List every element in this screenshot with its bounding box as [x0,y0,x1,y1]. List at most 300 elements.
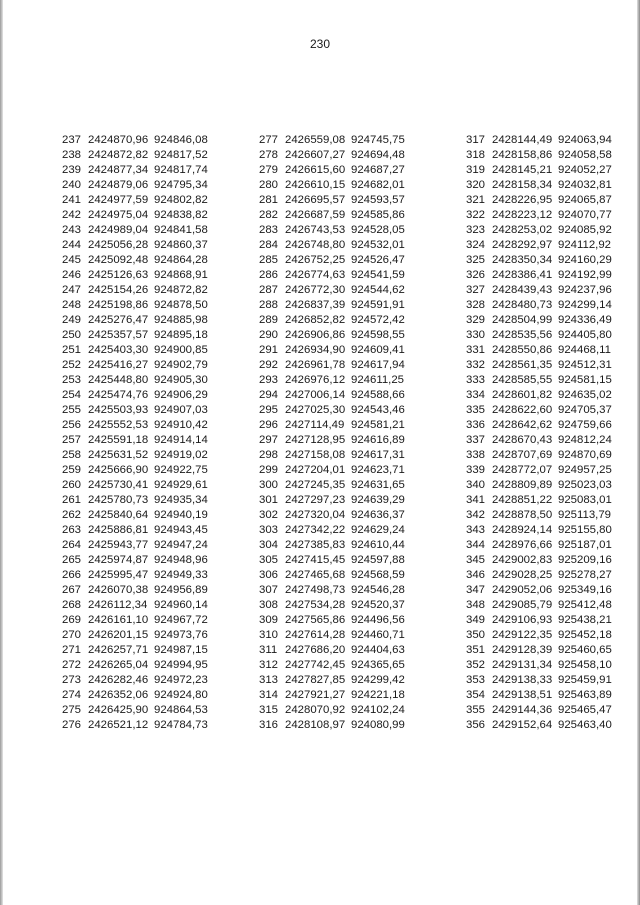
coordinate-row [466,283,624,298]
coordinate-row [259,538,417,553]
coordinate-y: 924973,76 [154,629,208,641]
point-number: 294 [259,389,279,401]
point-number: 292 [259,359,279,371]
coordinate-row [259,133,417,148]
coordinate-row [259,643,417,658]
coordinate-y: 924967,72 [154,614,208,626]
coordinate-x: 2424872,82 [88,149,149,161]
point-number: 256 [62,419,82,431]
coordinate-x: 2426112,34 [88,599,148,611]
coordinate-row [259,628,417,643]
coordinate-row [466,358,624,373]
point-number: 237 [62,134,82,146]
coordinate-x: 2426559,08 [285,134,346,146]
coordinate-row [259,568,417,583]
coordinate-y: 925438,21 [558,614,612,626]
coordinate-row [466,433,624,448]
coordinate-y: 924365,65 [351,659,405,671]
coordinate-row [259,658,417,673]
coordinate-y: 924900,85 [154,344,208,356]
point-number: 274 [62,689,82,701]
coordinate-row [62,178,220,193]
point-number: 327 [466,284,486,296]
point-number: 272 [62,659,82,671]
coordinate-x: 2427204,01 [285,464,346,476]
coordinate-x: 2429028,25 [492,569,553,581]
point-number: 264 [62,539,82,551]
coordinate-x: 2426610,15 [285,179,346,191]
coordinate-y: 924994,95 [154,659,208,671]
coordinate-row [466,583,624,598]
point-number: 345 [466,554,486,566]
point-number: 257 [62,434,82,446]
coordinate-y: 924636,37 [351,509,405,521]
coordinate-x: 2427006,14 [285,389,346,401]
coordinate-x: 2427614,28 [285,629,346,641]
coordinate-row [259,553,417,568]
point-number: 338 [466,449,486,461]
coordinate-row [62,463,220,478]
point-number: 290 [259,329,279,341]
point-number: 339 [466,464,486,476]
coordinate-x: 2428535,56 [492,329,553,341]
coordinate-row [62,628,220,643]
coordinate-x: 2427686,20 [285,644,346,656]
coordinate-y: 925459,91 [558,674,612,686]
coordinate-y: 924817,52 [154,149,208,161]
coordinate-x: 2427245,35 [285,479,346,491]
coordinate-y: 924526,47 [351,254,405,266]
coordinate-y: 924063,94 [558,134,612,146]
point-number: 335 [466,404,486,416]
coordinate-row [62,298,220,313]
coordinate-x: 2427742,45 [285,659,346,671]
coordinate-x: 2428878,50 [492,509,553,521]
coordinate-row [466,538,624,553]
coordinate-row [466,403,624,418]
point-number: 303 [259,524,279,536]
point-number: 325 [466,254,486,266]
coordinate-y: 924929,61 [154,479,208,491]
coordinate-row [466,418,624,433]
coordinate-x: 2429002,83 [492,554,553,566]
coordinate-row [259,583,417,598]
coordinate-x: 2429106,93 [492,614,553,626]
coordinate-x: 2424977,59 [88,194,149,206]
coordinate-y: 924629,24 [351,524,405,536]
point-number: 332 [466,359,486,371]
point-number: 244 [62,239,82,251]
coordinate-y: 924581,15 [558,374,612,386]
coordinate-row [259,523,417,538]
scan-edge-left [0,0,3,905]
point-number: 353 [466,674,486,686]
coordinate-x: 2428622,60 [492,404,553,416]
coordinate-row [259,313,417,328]
coordinate-y: 925463,89 [558,689,612,701]
point-number: 255 [62,404,82,416]
coordinate-y: 924868,91 [154,269,208,281]
point-number: 262 [62,509,82,521]
coordinate-y: 924532,01 [351,239,405,251]
coordinate-row [466,448,624,463]
coordinate-x: 2427534,28 [285,599,346,611]
point-number: 337 [466,434,486,446]
coordinate-y: 924947,24 [154,539,208,551]
point-number: 354 [466,689,486,701]
coordinate-y: 924102,24 [351,704,405,716]
coordinate-x: 2425995,47 [88,569,149,581]
coordinate-x: 2425198,86 [88,299,149,311]
coordinate-row [259,358,417,373]
coordinate-x: 2429128,39 [492,644,553,656]
coordinate-column-2 [259,133,417,733]
point-number: 350 [466,629,486,641]
coordinate-x: 2428772,07 [492,464,553,476]
point-number: 296 [259,419,279,431]
point-number: 341 [466,494,486,506]
point-number: 261 [62,494,82,506]
coordinate-x: 2425403,30 [88,344,149,356]
coordinate-row [466,718,624,733]
coordinate-row [466,523,624,538]
coordinate-row [259,508,417,523]
point-number: 287 [259,284,279,296]
coordinate-y: 924922,75 [154,464,208,476]
coordinate-row [62,613,220,628]
coordinate-row [466,208,624,223]
coordinate-x: 2426976,12 [285,374,346,386]
coordinate-y: 925083,01 [558,494,612,506]
point-number: 315 [259,704,279,716]
coordinate-row [62,268,220,283]
coordinate-row [259,673,417,688]
coordinate-row [466,628,624,643]
coordinate-row [466,148,624,163]
coordinate-row [259,238,417,253]
coordinate-y: 924943,45 [154,524,208,536]
coordinate-x: 2425886,81 [88,524,149,536]
coordinate-x: 2429085,79 [492,599,553,611]
coordinate-row [259,418,417,433]
point-number: 329 [466,314,486,326]
coordinate-y: 924940,19 [154,509,208,521]
point-number: 324 [466,239,486,251]
coordinate-y: 924948,96 [154,554,208,566]
coordinate-row [466,178,624,193]
coordinate-row [259,283,417,298]
coordinate-x: 2429138,51 [492,689,553,701]
point-number: 305 [259,554,279,566]
point-number: 301 [259,494,279,506]
coordinate-x: 2425666,90 [88,464,149,476]
coordinate-row [62,643,220,658]
coordinate-y: 924631,65 [351,479,405,491]
coordinate-x: 2426521,12 [88,719,149,731]
coordinate-x: 2424975,04 [88,209,149,221]
coordinate-y: 924572,42 [351,314,405,326]
coordinate-row [62,328,220,343]
coordinate-row [62,553,220,568]
coordinate-x: 2427921,27 [285,689,346,701]
point-number: 245 [62,254,82,266]
coordinate-y: 924588,66 [351,389,405,401]
coordinate-y: 924902,79 [154,359,208,371]
coordinate-x: 2426906,86 [285,329,346,341]
coordinate-y: 924841,58 [154,224,208,236]
point-number: 317 [466,134,486,146]
coordinate-x: 2425591,18 [88,434,149,446]
point-number: 250 [62,329,82,341]
coordinate-x: 2428561,35 [492,359,553,371]
point-number: 322 [466,209,486,221]
coordinate-y: 925460,65 [558,644,612,656]
coordinate-row [466,478,624,493]
coordinate-y: 924919,02 [154,449,208,461]
point-number: 336 [466,419,486,431]
coordinate-x: 2428145,21 [492,164,553,176]
point-number: 291 [259,344,279,356]
coordinate-y: 925463,40 [558,719,612,731]
coordinate-row [466,568,624,583]
coordinate-column-1 [62,133,220,733]
point-number: 284 [259,239,279,251]
coordinate-x: 2425503,93 [88,404,149,416]
coordinate-y: 924635,02 [558,389,612,401]
point-number: 298 [259,449,279,461]
coordinate-x: 2425552,53 [88,419,149,431]
coordinate-x: 2425092,48 [88,254,149,266]
coordinate-x: 2428158,86 [492,149,553,161]
coordinate-row [466,688,624,703]
coordinate-x: 2428504,99 [492,314,553,326]
coordinate-x: 2425631,52 [88,449,149,461]
coordinate-row [62,253,220,268]
coordinate-x: 2428670,43 [492,434,553,446]
coordinate-row [259,328,417,343]
coordinate-x: 2425974,87 [88,554,149,566]
coordinate-y: 924520,37 [351,599,405,611]
coordinate-y: 924870,69 [558,449,612,461]
coordinate-y: 924812,24 [558,434,612,446]
coordinate-y: 924957,25 [558,464,612,476]
coordinate-row [62,373,220,388]
point-number: 343 [466,524,486,536]
point-number: 238 [62,149,82,161]
coordinate-x: 2426607,27 [285,149,346,161]
coordinate-y: 925155,80 [558,524,612,536]
coordinate-x: 2427342,22 [285,524,346,536]
coordinate-y: 924085,92 [558,224,612,236]
point-number: 346 [466,569,486,581]
point-number: 251 [62,344,82,356]
coordinate-row [466,163,624,178]
point-number: 334 [466,389,486,401]
coordinate-x: 2426687,59 [285,209,346,221]
coordinate-row [62,673,220,688]
coordinate-x: 2425056,28 [88,239,149,251]
coordinate-y: 924080,99 [351,719,405,731]
coordinate-y: 924694,48 [351,149,405,161]
coordinate-x: 2429152,64 [492,719,553,731]
point-number: 258 [62,449,82,461]
coordinate-y: 925349,16 [558,584,612,596]
coordinate-row [259,613,417,628]
coordinate-x: 2426743,53 [285,224,346,236]
coordinate-x: 2428585,55 [492,374,553,386]
point-number: 267 [62,584,82,596]
point-number: 307 [259,584,279,596]
coordinate-x: 2426161,10 [88,614,149,626]
coordinate-x: 2424870,96 [88,134,149,146]
coordinate-row [259,433,417,448]
coordinate-row [466,238,624,253]
coordinate-row [259,448,417,463]
coordinate-row [259,463,417,478]
coordinate-row [466,493,624,508]
coordinate-x: 2425126,63 [88,269,149,281]
coordinate-row [62,403,220,418]
coordinate-y: 924546,28 [351,584,405,596]
coordinate-y: 924058,58 [558,149,612,161]
coordinate-x: 2424879,06 [88,179,149,191]
coordinate-y: 924299,42 [351,674,405,686]
coordinate-x: 2428550,86 [492,344,553,356]
coordinate-y: 924568,59 [351,569,405,581]
coordinate-x: 2426748,80 [285,239,346,251]
coordinate-row [466,328,624,343]
coordinate-y: 924237,96 [558,284,612,296]
coordinate-x: 2428226,95 [492,194,553,206]
coordinate-row [466,658,624,673]
coordinate-row [259,688,417,703]
coordinate-row [259,403,417,418]
point-number: 288 [259,299,279,311]
point-number: 269 [62,614,82,626]
coordinate-row [62,148,220,163]
coordinate-y: 924581,21 [351,419,405,431]
point-number: 253 [62,374,82,386]
coordinate-y: 925209,16 [558,554,612,566]
point-number: 314 [259,689,279,701]
coordinate-y: 924496,56 [351,614,405,626]
point-number: 306 [259,569,279,581]
coordinate-row [259,373,417,388]
coordinate-x: 2428924,14 [492,524,553,536]
coordinate-row [466,553,624,568]
coordinate-y: 924745,75 [351,134,405,146]
coordinate-x: 2426774,63 [285,269,346,281]
coordinate-y: 924623,71 [351,464,405,476]
coordinate-x: 2427498,73 [285,584,346,596]
coordinate-y: 924593,57 [351,194,405,206]
coordinate-y: 924192,99 [558,269,612,281]
point-number: 300 [259,479,279,491]
coordinate-x: 2425416,27 [88,359,149,371]
coordinate-y: 924907,03 [154,404,208,416]
coordinate-y: 924987,15 [154,644,208,656]
coordinate-x: 2427415,45 [285,554,346,566]
coordinate-y: 924956,89 [154,584,208,596]
coordinate-y: 924617,94 [351,359,405,371]
coordinate-x: 2426852,82 [285,314,346,326]
point-number: 275 [62,704,82,716]
coordinate-y: 924906,29 [154,389,208,401]
coordinate-x: 2426265,04 [88,659,149,671]
coordinate-row [62,448,220,463]
coordinate-row [466,313,624,328]
coordinate-x: 2427114,49 [285,419,345,431]
coordinate-x: 2426961,78 [285,359,346,371]
coordinate-y: 924972,23 [154,674,208,686]
point-number: 318 [466,149,486,161]
coordinate-y: 925187,01 [558,539,612,551]
point-number: 348 [466,599,486,611]
coordinate-x: 2425474,76 [88,389,149,401]
point-number: 352 [466,659,486,671]
point-number: 282 [259,209,279,221]
coordinate-x: 2427297,23 [285,494,346,506]
coordinate-y: 924544,62 [351,284,405,296]
coordinate-y: 924960,14 [154,599,208,611]
point-number: 321 [466,194,486,206]
coordinate-y: 924591,91 [351,299,405,311]
point-number: 323 [466,224,486,236]
coordinate-row [62,583,220,598]
coordinate-y: 924541,59 [351,269,405,281]
point-number: 289 [259,314,279,326]
coordinate-row [259,718,417,733]
coordinate-row [259,268,417,283]
coordinate-x: 2425448,80 [88,374,149,386]
coordinate-y: 924221,18 [351,689,405,701]
coordinate-row [466,703,624,718]
point-number: 293 [259,374,279,386]
point-number: 340 [466,479,486,491]
coordinate-y: 924032,81 [558,179,612,191]
coordinate-y: 924468,11 [558,344,611,356]
point-number: 333 [466,374,486,386]
coordinate-row [466,133,624,148]
coordinate-y: 924705,37 [558,404,612,416]
coordinate-row [62,703,220,718]
coordinate-y: 924585,86 [351,209,405,221]
coordinate-row [62,718,220,733]
coordinate-x: 2425943,77 [88,539,149,551]
coordinate-row [466,388,624,403]
point-number: 270 [62,629,82,641]
point-number: 311 [259,644,278,656]
coordinate-x: 2428223,12 [492,209,553,221]
coordinate-row [62,238,220,253]
coordinate-y: 924543,46 [351,404,405,416]
point-number: 330 [466,329,486,341]
coordinate-y: 924610,44 [351,539,405,551]
point-number: 276 [62,719,82,731]
coordinate-y: 925023,03 [558,479,612,491]
coordinate-row [62,598,220,613]
coordinate-x: 2428601,82 [492,389,553,401]
coordinate-x: 2428350,34 [492,254,553,266]
coordinate-row [466,343,624,358]
coordinate-row [259,163,417,178]
coordinate-row [466,643,624,658]
coordinate-x: 2427465,68 [285,569,346,581]
coordinate-y: 925452,18 [558,629,612,641]
coordinate-x: 2428158,34 [492,179,553,191]
point-number: 273 [62,674,82,686]
coordinate-row [466,253,624,268]
